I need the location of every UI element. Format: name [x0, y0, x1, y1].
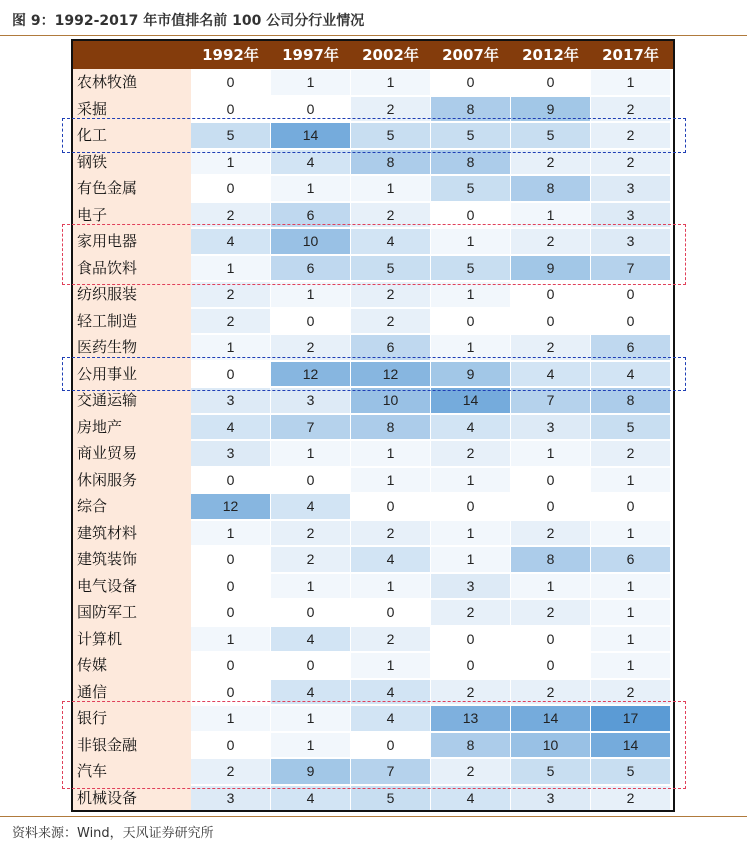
value-cell: 2	[591, 97, 670, 122]
value-cell: 1	[351, 574, 430, 599]
row-label: 银行	[77, 709, 108, 727]
value-cell: 1	[431, 547, 510, 572]
table-row	[73, 705, 673, 732]
value-cell: 2	[431, 759, 510, 784]
value-cell: 3	[431, 574, 510, 599]
value-cell: 1	[271, 574, 350, 599]
value-cell: 5	[591, 759, 670, 784]
table-row	[73, 228, 673, 255]
table-row	[73, 387, 673, 414]
value-cell: 1	[191, 521, 270, 546]
value-cell: 1	[351, 441, 430, 466]
value-cell: 5	[431, 256, 510, 281]
source-note: 资料来源：Wind，天风证券研究所	[12, 826, 214, 841]
value-cell: 6	[351, 335, 430, 360]
row-label: 医药生物	[77, 338, 138, 356]
value-cell: 1	[191, 627, 270, 652]
table-row	[73, 467, 673, 494]
value-cell: 1	[271, 441, 350, 466]
value-cell: 9	[271, 759, 350, 784]
value-cell: 2	[511, 229, 590, 254]
value-cell: 2	[271, 335, 350, 360]
column-header-2002: 2002年	[362, 46, 419, 64]
row-label: 汽车	[77, 762, 108, 780]
value-cell: 5	[511, 123, 590, 148]
value-cell: 4	[271, 680, 350, 705]
row-label: 电子	[77, 205, 108, 224]
value-cell: 3	[591, 203, 670, 228]
table-row	[73, 255, 673, 282]
table-row	[73, 202, 673, 229]
value-cell: 1	[271, 70, 350, 95]
value-cell: 3	[511, 415, 590, 440]
value-cell: 4	[591, 362, 670, 387]
value-cell: 5	[351, 786, 430, 811]
value-cell: 8	[351, 150, 430, 175]
table-row	[73, 440, 673, 467]
bottom-rule	[0, 816, 747, 817]
row-label: 交通运输	[77, 391, 138, 409]
value-cell: 0	[191, 600, 270, 625]
value-cell: 8	[431, 150, 510, 175]
value-cell: 1	[591, 70, 670, 95]
value-cell: 4	[271, 150, 350, 175]
row-label: 电气设备	[77, 576, 138, 595]
value-cell: 0	[191, 547, 270, 572]
value-cell: 2	[191, 203, 270, 228]
value-cell: 0	[191, 733, 270, 758]
value-cell: 0	[191, 680, 270, 705]
value-cell: 2	[351, 203, 430, 228]
value-cell: 2	[271, 521, 350, 546]
table-row	[73, 175, 673, 202]
value-cell: 1	[511, 203, 590, 228]
value-cell: 1	[191, 256, 270, 281]
row-label: 通信	[77, 682, 108, 701]
value-cell: 8	[431, 97, 510, 122]
table-header	[73, 41, 673, 69]
value-cell: 0	[591, 494, 670, 519]
value-cell: 1	[351, 70, 430, 95]
value-cell: 2	[511, 521, 590, 546]
value-cell: 1	[191, 706, 270, 731]
table-row	[73, 493, 673, 520]
table-row	[73, 414, 673, 441]
value-cell: 9	[511, 97, 590, 122]
row-label: 钢铁	[77, 152, 108, 171]
value-cell: 5	[591, 415, 670, 440]
value-cell: 0	[191, 574, 270, 599]
value-cell: 7	[271, 415, 350, 440]
table-row	[73, 732, 673, 759]
value-cell: 2	[271, 547, 350, 572]
value-cell: 4	[351, 547, 430, 572]
value-cell: 1	[511, 574, 590, 599]
value-cell: 2	[191, 309, 270, 334]
value-cell: 0	[591, 282, 670, 307]
value-cell: 1	[271, 282, 350, 307]
value-cell: 4	[271, 786, 350, 811]
table-row	[73, 69, 673, 96]
row-label: 房地产	[77, 417, 123, 436]
value-cell: 8	[351, 415, 430, 440]
value-cell: 2	[351, 282, 430, 307]
row-label: 轻工制造	[77, 311, 138, 330]
row-label: 建筑材料	[77, 523, 138, 542]
value-cell: 4	[351, 706, 430, 731]
value-cell: 0	[191, 70, 270, 95]
value-cell: 0	[271, 97, 350, 122]
value-cell: 12	[271, 362, 350, 387]
value-cell: 0	[431, 653, 510, 678]
value-cell: 8	[511, 176, 590, 201]
value-cell: 2	[351, 521, 430, 546]
value-cell: 2	[351, 309, 430, 334]
value-cell: 2	[431, 600, 510, 625]
top-rule	[0, 35, 747, 36]
value-cell: 7	[511, 388, 590, 413]
value-cell: 1	[271, 733, 350, 758]
row-label: 农林牧渔	[77, 73, 138, 91]
value-cell: 2	[511, 680, 590, 705]
value-cell: 0	[191, 653, 270, 678]
value-cell: 8	[591, 388, 670, 413]
value-cell: 2	[511, 150, 590, 175]
value-cell: 1	[271, 706, 350, 731]
value-cell: 0	[271, 309, 350, 334]
value-cell: 0	[511, 653, 590, 678]
row-label: 综合	[77, 497, 108, 515]
value-cell: 0	[191, 176, 270, 201]
table-row	[73, 599, 673, 626]
row-label: 计算机	[77, 629, 123, 648]
value-cell: 0	[511, 70, 590, 95]
value-cell: 10	[271, 229, 350, 254]
value-cell: 5	[191, 123, 270, 148]
row-label: 化工	[77, 126, 108, 144]
value-cell: 0	[431, 494, 510, 519]
value-cell: 5	[351, 123, 430, 148]
value-cell: 9	[431, 362, 510, 387]
value-cell: 0	[431, 627, 510, 652]
column-header-1997: 1997年	[282, 46, 339, 64]
table-row	[73, 652, 673, 679]
row-label: 国防军工	[77, 603, 138, 621]
value-cell: 4	[431, 415, 510, 440]
value-cell: 10	[511, 733, 590, 758]
value-cell: 4	[271, 627, 350, 652]
value-cell: 0	[591, 309, 670, 334]
value-cell: 2	[591, 680, 670, 705]
value-cell: 1	[191, 335, 270, 360]
value-cell: 2	[191, 759, 270, 784]
row-label: 传媒	[77, 656, 108, 674]
value-cell: 0	[431, 309, 510, 334]
value-cell: 0	[191, 468, 270, 493]
value-cell: 1	[591, 521, 670, 546]
value-cell: 1	[591, 627, 670, 652]
value-cell: 0	[351, 600, 430, 625]
value-cell: 1	[431, 335, 510, 360]
value-cell: 0	[191, 362, 270, 387]
value-cell: 2	[591, 441, 670, 466]
value-cell: 4	[191, 229, 270, 254]
row-label: 采掘	[77, 99, 108, 118]
value-cell: 1	[351, 653, 430, 678]
value-cell: 1	[591, 574, 670, 599]
value-cell: 4	[271, 494, 350, 519]
value-cell: 2	[591, 150, 670, 175]
value-cell: 3	[511, 786, 590, 811]
value-cell: 1	[191, 150, 270, 175]
value-cell: 7	[591, 256, 670, 281]
value-cell: 1	[431, 229, 510, 254]
value-cell: 1	[351, 468, 430, 493]
value-cell: 0	[271, 653, 350, 678]
industry-table	[71, 39, 675, 812]
value-cell: 2	[191, 282, 270, 307]
value-cell: 8	[431, 733, 510, 758]
value-cell: 6	[591, 547, 670, 572]
value-cell: 4	[191, 415, 270, 440]
table-row	[73, 546, 673, 573]
table-row	[73, 626, 673, 653]
row-label: 建筑装饰	[77, 550, 138, 568]
value-cell: 1	[511, 441, 590, 466]
row-label: 非银金融	[77, 735, 138, 754]
value-cell: 14	[431, 388, 510, 413]
table-row	[73, 679, 673, 706]
value-cell: 0	[271, 468, 350, 493]
value-cell: 10	[351, 388, 430, 413]
row-label: 家用电器	[77, 232, 138, 250]
value-cell: 1	[591, 600, 670, 625]
column-header-1992: 1992年	[202, 46, 259, 64]
value-cell: 2	[511, 335, 590, 360]
value-cell: 6	[271, 256, 350, 281]
value-cell: 0	[511, 468, 590, 493]
value-cell: 2	[351, 627, 430, 652]
table-row	[73, 520, 673, 547]
table-row	[73, 308, 673, 335]
table-row	[73, 122, 673, 149]
value-cell: 1	[431, 282, 510, 307]
value-cell: 7	[351, 759, 430, 784]
value-cell: 0	[271, 600, 350, 625]
row-label: 纺织服装	[77, 285, 138, 303]
value-cell: 0	[511, 627, 590, 652]
value-cell: 2	[351, 97, 430, 122]
value-cell: 5	[431, 176, 510, 201]
value-cell: 8	[511, 547, 590, 572]
row-label: 食品饮料	[77, 258, 138, 277]
value-cell: 1	[271, 176, 350, 201]
value-cell: 13	[431, 706, 510, 731]
value-cell: 14	[511, 706, 590, 731]
value-cell: 2	[431, 680, 510, 705]
value-cell: 3	[191, 388, 270, 413]
value-cell: 12	[191, 494, 270, 519]
value-cell: 6	[591, 335, 670, 360]
value-cell: 0	[431, 70, 510, 95]
value-cell: 2	[431, 441, 510, 466]
column-header-2007: 2007年	[442, 46, 499, 64]
value-cell: 6	[271, 203, 350, 228]
table-row	[73, 334, 673, 361]
row-label: 有色金属	[77, 179, 138, 197]
value-cell: 2	[511, 600, 590, 625]
value-cell: 3	[191, 786, 270, 811]
value-cell: 2	[591, 786, 670, 811]
row-label: 机械设备	[77, 788, 138, 807]
value-cell: 3	[591, 176, 670, 201]
table-row	[73, 785, 673, 812]
table-row	[73, 361, 673, 388]
value-cell: 1	[431, 521, 510, 546]
value-cell: 5	[511, 759, 590, 784]
value-cell: 9	[511, 256, 590, 281]
value-cell: 4	[431, 786, 510, 811]
table-row	[73, 573, 673, 600]
value-cell: 0	[351, 733, 430, 758]
figure-title: 图 9：1992-2017 年市值排名前 100 公司分行业情况	[12, 13, 365, 29]
value-cell: 4	[351, 229, 430, 254]
table-row	[73, 281, 673, 308]
row-label: 商业贸易	[77, 444, 138, 462]
value-cell: 0	[511, 309, 590, 334]
table-row	[73, 149, 673, 176]
row-label: 公用事业	[77, 364, 138, 383]
value-cell: 12	[351, 362, 430, 387]
table-row	[73, 758, 673, 785]
value-cell: 3	[191, 441, 270, 466]
table-row	[73, 96, 673, 123]
value-cell: 0	[431, 203, 510, 228]
value-cell: 1	[431, 468, 510, 493]
column-header-2017: 2017年	[602, 46, 659, 64]
value-cell: 4	[511, 362, 590, 387]
value-cell: 0	[511, 282, 590, 307]
value-cell: 2	[591, 123, 670, 148]
column-header-2012: 2012年	[522, 46, 579, 64]
value-cell: 0	[511, 494, 590, 519]
row-label: 休闲服务	[77, 470, 138, 489]
value-cell: 3	[271, 388, 350, 413]
value-cell: 1	[591, 468, 670, 493]
value-cell: 4	[351, 680, 430, 705]
value-cell: 1	[351, 176, 430, 201]
value-cell: 17	[591, 706, 670, 731]
value-cell: 14	[591, 733, 670, 758]
value-cell: 14	[271, 123, 350, 148]
value-cell: 3	[591, 229, 670, 254]
value-cell: 1	[591, 653, 670, 678]
value-cell: 5	[351, 256, 430, 281]
value-cell: 5	[431, 123, 510, 148]
value-cell: 0	[191, 97, 270, 122]
value-cell: 0	[351, 494, 430, 519]
